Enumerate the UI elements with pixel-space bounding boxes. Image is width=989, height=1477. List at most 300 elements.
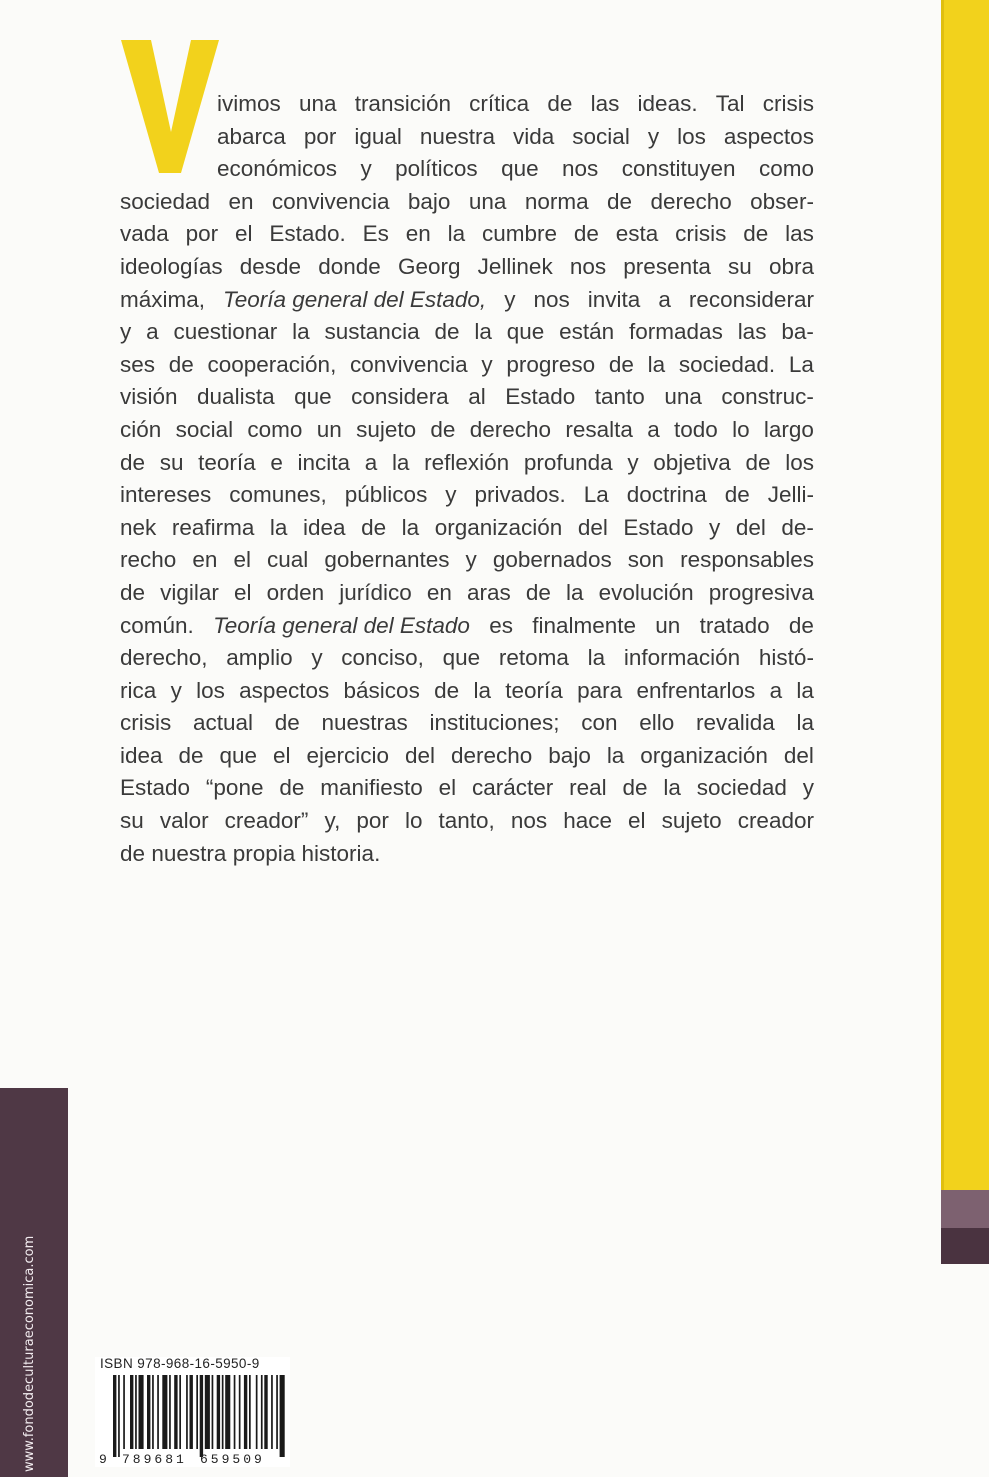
word: de <box>743 221 769 247</box>
word: ba- <box>781 319 814 345</box>
text-line <box>120 88 814 121</box>
word: ción <box>120 416 162 442</box>
word: la <box>663 775 681 801</box>
word: de <box>434 677 460 703</box>
word: reconsiderar <box>688 286 814 312</box>
word: de <box>547 91 573 116</box>
word: reflexión <box>424 449 510 475</box>
word: que <box>501 156 539 182</box>
barcode-bar <box>123 1375 125 1449</box>
word: Estado <box>505 384 576 410</box>
word: nos <box>562 156 599 182</box>
word: del <box>577 514 608 540</box>
text-line <box>120 121 814 154</box>
barcode-bar <box>280 1375 285 1457</box>
word: esta <box>615 221 659 247</box>
text-line <box>120 610 814 643</box>
word: convivencia <box>350 351 468 377</box>
word: común. <box>120 612 194 638</box>
word: ello <box>639 710 675 736</box>
text-line <box>120 316 814 349</box>
word: que <box>442 645 481 671</box>
word: el <box>438 775 457 801</box>
word: constituyen <box>621 156 736 182</box>
word: y <box>465 547 477 573</box>
word: retoma <box>498 645 569 671</box>
barcode-bar <box>234 1375 236 1449</box>
word: el <box>235 221 253 247</box>
word: un <box>316 416 342 442</box>
text-line <box>120 153 814 186</box>
word: máxima, <box>120 286 206 312</box>
isbn-barcode <box>95 1357 290 1467</box>
text-line <box>120 512 814 545</box>
word: visión <box>120 384 178 410</box>
text-line <box>120 218 814 251</box>
barcode-bar <box>264 1375 267 1449</box>
word: y <box>445 482 457 508</box>
word: social <box>175 416 234 442</box>
word: Georg <box>397 253 461 279</box>
word: en <box>192 547 218 573</box>
word: propia <box>232 840 296 866</box>
text-line <box>120 772 814 805</box>
word: información <box>623 645 741 671</box>
word: nuestras <box>321 710 408 736</box>
publisher-url: www.fondodeculturaeconomica.com <box>22 1235 37 1472</box>
word: para <box>577 677 623 703</box>
word: carácter <box>472 775 554 801</box>
word: amplio <box>226 645 293 671</box>
back-cover-blurb <box>120 88 814 870</box>
word: progresiva <box>708 579 814 605</box>
word: la <box>606 742 625 768</box>
word: el <box>628 808 646 834</box>
word: de <box>608 351 634 377</box>
barcode-bar <box>217 1375 220 1449</box>
word: desde <box>239 253 302 279</box>
word: de <box>120 449 146 475</box>
word: tanto <box>594 384 645 410</box>
word: es <box>489 612 513 638</box>
barcode-bar <box>261 1375 263 1449</box>
barcode-bar <box>135 1375 137 1449</box>
word: económicos <box>217 156 338 182</box>
word: e <box>270 449 283 475</box>
word: la <box>647 351 666 377</box>
word: por <box>185 221 219 247</box>
word: en <box>228 188 254 214</box>
word: doctrina <box>626 482 707 508</box>
word: del <box>735 514 766 540</box>
word: sujeto <box>356 416 417 442</box>
word: los <box>677 123 706 149</box>
word: de <box>788 612 814 638</box>
word: ses <box>120 351 156 377</box>
word: por <box>356 808 389 834</box>
word: responsables <box>680 547 814 573</box>
word: privados. <box>474 482 566 508</box>
word: derecho <box>469 416 552 442</box>
word: revalida <box>695 710 775 736</box>
word: cual <box>267 547 309 573</box>
word: progreso <box>506 351 596 377</box>
word: de <box>622 775 648 801</box>
text-line <box>120 186 814 219</box>
word: de <box>745 449 771 475</box>
word: que <box>219 742 258 768</box>
word: bajo <box>407 188 451 214</box>
word: y <box>627 449 639 475</box>
word: Es <box>362 221 389 247</box>
word: la <box>401 514 420 540</box>
word: Estado <box>120 775 191 801</box>
word: y <box>360 156 372 182</box>
word: idea <box>302 514 346 540</box>
word: como <box>247 416 303 442</box>
word: del <box>405 742 436 768</box>
word: bajo <box>548 742 591 768</box>
barcode-bar <box>222 1375 224 1449</box>
spine-purple-band-dark <box>941 1228 989 1264</box>
word: la <box>269 514 288 540</box>
word: crítica <box>469 91 530 116</box>
word: crisis <box>675 221 727 247</box>
word: vada <box>120 221 169 247</box>
word: Estado. <box>269 221 346 247</box>
word: de <box>430 416 456 442</box>
word: la <box>796 677 814 703</box>
word: una <box>664 384 702 410</box>
text-line <box>120 642 814 675</box>
text-line <box>120 251 814 284</box>
text-line <box>120 479 814 512</box>
word: y <box>481 351 493 377</box>
barcode-bar <box>200 1375 203 1457</box>
word: Jelli- <box>767 482 814 508</box>
text-line <box>120 675 814 708</box>
text-line <box>120 740 814 773</box>
word: derecho <box>650 188 732 214</box>
barcode-lead-digit: 9 <box>99 1452 107 1467</box>
word: La <box>788 351 814 377</box>
word: donde <box>318 253 381 279</box>
word: todo <box>674 416 718 442</box>
word: manifiesto <box>320 775 423 801</box>
word: y <box>504 286 516 312</box>
word: de <box>178 742 204 768</box>
word: La <box>583 482 609 508</box>
word: ejercicio <box>306 742 390 768</box>
word: instituciones; <box>429 710 560 736</box>
word: de <box>120 840 146 866</box>
word: y <box>647 123 660 149</box>
word: de <box>525 579 551 605</box>
text-line <box>120 577 814 610</box>
barcode-bar <box>196 1375 198 1449</box>
text-line <box>120 805 814 838</box>
word: “pone <box>205 775 264 801</box>
word: de- <box>781 514 814 540</box>
word: lo <box>404 808 423 834</box>
barcode-bar <box>174 1375 177 1449</box>
word: profunda <box>523 449 613 475</box>
barcode-bar <box>271 1375 273 1449</box>
word: al <box>468 384 486 410</box>
word: una <box>468 188 507 214</box>
word: idea <box>120 742 163 768</box>
word: lo <box>732 416 750 442</box>
word: de <box>607 188 633 214</box>
word: la <box>292 319 310 345</box>
word: políticos <box>395 156 478 182</box>
word: las <box>785 221 814 247</box>
word: Jellinek <box>477 253 553 279</box>
barcode-bar <box>147 1375 150 1449</box>
word: el <box>234 579 252 605</box>
barcode-bar <box>212 1375 214 1449</box>
word: están <box>559 319 615 345</box>
word: de <box>361 514 387 540</box>
word: rica <box>120 677 157 703</box>
word: y, <box>324 808 341 834</box>
barcode-bar <box>256 1375 258 1449</box>
word: historia. <box>301 840 381 866</box>
word: nos <box>533 286 570 312</box>
word: como <box>758 156 814 182</box>
word: creador” <box>224 808 309 834</box>
word: abarca <box>217 123 286 149</box>
word: obra <box>768 253 814 279</box>
barcode-bar <box>152 1375 154 1449</box>
word: igual <box>354 123 402 149</box>
word: de <box>168 351 194 377</box>
word: resalta <box>565 416 633 442</box>
word: gobernantes <box>324 547 450 573</box>
word: teoría <box>198 449 256 475</box>
word: hace <box>563 808 612 834</box>
text-line <box>120 284 814 317</box>
word: nuestra <box>151 840 227 866</box>
word: y <box>311 645 323 671</box>
word: las <box>737 319 767 345</box>
word: la <box>566 579 584 605</box>
word: el <box>273 742 291 768</box>
word: son <box>627 547 665 573</box>
word: tratado <box>699 612 770 638</box>
spine-purple-band-light <box>941 1190 989 1228</box>
barcode-bar <box>118 1375 120 1457</box>
word: Teoría general del Estado, <box>223 286 487 312</box>
word: dualista <box>197 384 275 410</box>
word: del <box>783 742 814 768</box>
barcode-bar <box>249 1375 251 1449</box>
barcode-bar <box>179 1375 181 1449</box>
word: la <box>473 677 491 703</box>
word: derecho <box>451 742 533 768</box>
text-line <box>120 707 814 740</box>
text-line <box>120 414 814 447</box>
word: la <box>447 221 466 247</box>
text-line <box>120 544 814 577</box>
word: que <box>506 319 545 345</box>
word: vida <box>513 123 555 149</box>
word: transición <box>354 91 451 116</box>
isbn-number: ISBN 978-968-16-5950-9 <box>100 1356 260 1371</box>
word: crisis <box>120 710 172 736</box>
word: un <box>655 612 681 638</box>
word: comunes, <box>229 482 327 508</box>
barcode-bar <box>276 1375 278 1449</box>
text-line <box>120 447 814 480</box>
barcode-bar <box>186 1375 188 1449</box>
spine-yellow-band <box>941 0 989 1190</box>
word: ideas. <box>637 91 698 116</box>
word: formadas <box>629 319 723 345</box>
barcode-bar <box>157 1375 159 1449</box>
word: Teoría general del Estado <box>213 612 470 638</box>
word: y <box>120 319 132 345</box>
word: orden <box>266 579 325 605</box>
barcode-bar <box>162 1375 167 1449</box>
word: públicos <box>344 482 428 508</box>
word: objetiva <box>653 449 731 475</box>
word: intereses <box>120 482 212 508</box>
word: evolución <box>598 579 694 605</box>
word: valor <box>159 808 209 834</box>
barcode-bar <box>130 1375 133 1449</box>
word: las <box>590 91 620 116</box>
word: finalmente <box>532 612 637 638</box>
word: teoría <box>505 677 563 703</box>
word: incita <box>297 449 351 475</box>
barcode-bar <box>225 1375 230 1449</box>
barcode-right-group: 659509 <box>200 1452 265 1467</box>
word: social <box>572 123 630 149</box>
word: gobernados <box>492 547 612 573</box>
text-line <box>120 838 814 871</box>
word: real <box>569 775 607 801</box>
word: sujeto <box>661 808 722 834</box>
word: Tal <box>715 91 745 116</box>
word: nuestra <box>419 123 495 149</box>
barcode-left-group: 789681 <box>122 1452 187 1467</box>
word: de <box>274 710 300 736</box>
word: histó- <box>758 645 814 671</box>
word: largo <box>763 416 814 442</box>
barcode-bar <box>239 1375 241 1449</box>
word: aspectos <box>723 123 814 149</box>
text-line <box>120 381 814 414</box>
word: y <box>170 677 182 703</box>
word: cooperación, <box>207 351 337 377</box>
word: derecho, <box>120 645 208 671</box>
word: conciso, <box>341 645 424 671</box>
word: construc- <box>721 384 814 410</box>
word: y <box>802 775 814 801</box>
word: en <box>426 579 452 605</box>
word: enfrentarlos <box>636 677 756 703</box>
barcode-bar <box>169 1375 171 1449</box>
word: de <box>573 221 599 247</box>
word: organización <box>434 514 563 540</box>
word: el <box>233 547 251 573</box>
word: cumbre <box>481 221 558 247</box>
word: de <box>120 579 146 605</box>
word: crisis <box>762 91 814 116</box>
word: nek <box>120 514 157 540</box>
word: convivencia <box>271 188 390 214</box>
word: cuestionar <box>173 319 278 345</box>
word: su <box>728 253 752 279</box>
word: presenta <box>623 253 711 279</box>
word: organización <box>640 742 768 768</box>
word: recho <box>120 547 177 573</box>
word: de <box>434 319 460 345</box>
barcode-bar <box>190 1375 193 1449</box>
barcode-bar <box>139 1375 144 1449</box>
word: reafirma <box>171 514 255 540</box>
word: por <box>303 123 337 149</box>
word: Estado <box>623 514 694 540</box>
word: creador <box>737 808 814 834</box>
word: sociedad <box>696 775 787 801</box>
barcode-bar <box>244 1375 247 1449</box>
word: a <box>364 449 378 475</box>
word: a <box>146 319 159 345</box>
word: su <box>159 449 184 475</box>
word: jurídico <box>339 579 412 605</box>
word: una <box>298 91 337 116</box>
word: aspectos <box>239 677 330 703</box>
word: vigilar <box>160 579 219 605</box>
word: de <box>724 482 750 508</box>
word: aras <box>467 579 511 605</box>
word: en <box>405 221 431 247</box>
word: con <box>581 710 618 736</box>
word: la <box>796 710 814 736</box>
word: norma <box>524 188 589 214</box>
word: sociedad <box>120 188 211 214</box>
word: sustancia <box>324 319 420 345</box>
word: a <box>769 677 783 703</box>
word: los <box>785 449 814 475</box>
word: obser- <box>750 188 814 214</box>
word: a <box>658 286 671 312</box>
word: de <box>279 775 305 801</box>
barcode-bar <box>205 1375 210 1449</box>
word: invita <box>587 286 641 312</box>
word: la <box>474 319 492 345</box>
word: tanto, <box>438 808 495 834</box>
barcode-bar <box>113 1375 116 1457</box>
word: ideologías <box>120 253 223 279</box>
word: nos <box>510 808 548 834</box>
word: y <box>709 514 721 540</box>
text-line <box>120 349 814 382</box>
word: nos <box>569 253 607 279</box>
word: la <box>587 645 606 671</box>
word: su <box>120 808 144 834</box>
word: los <box>196 677 225 703</box>
word: a <box>647 416 660 442</box>
word: actual <box>192 710 253 736</box>
word: sociedad. <box>678 351 776 377</box>
word: que <box>294 384 332 410</box>
word: la <box>391 449 410 475</box>
word: básicos <box>343 677 420 703</box>
word: considera <box>351 384 449 410</box>
